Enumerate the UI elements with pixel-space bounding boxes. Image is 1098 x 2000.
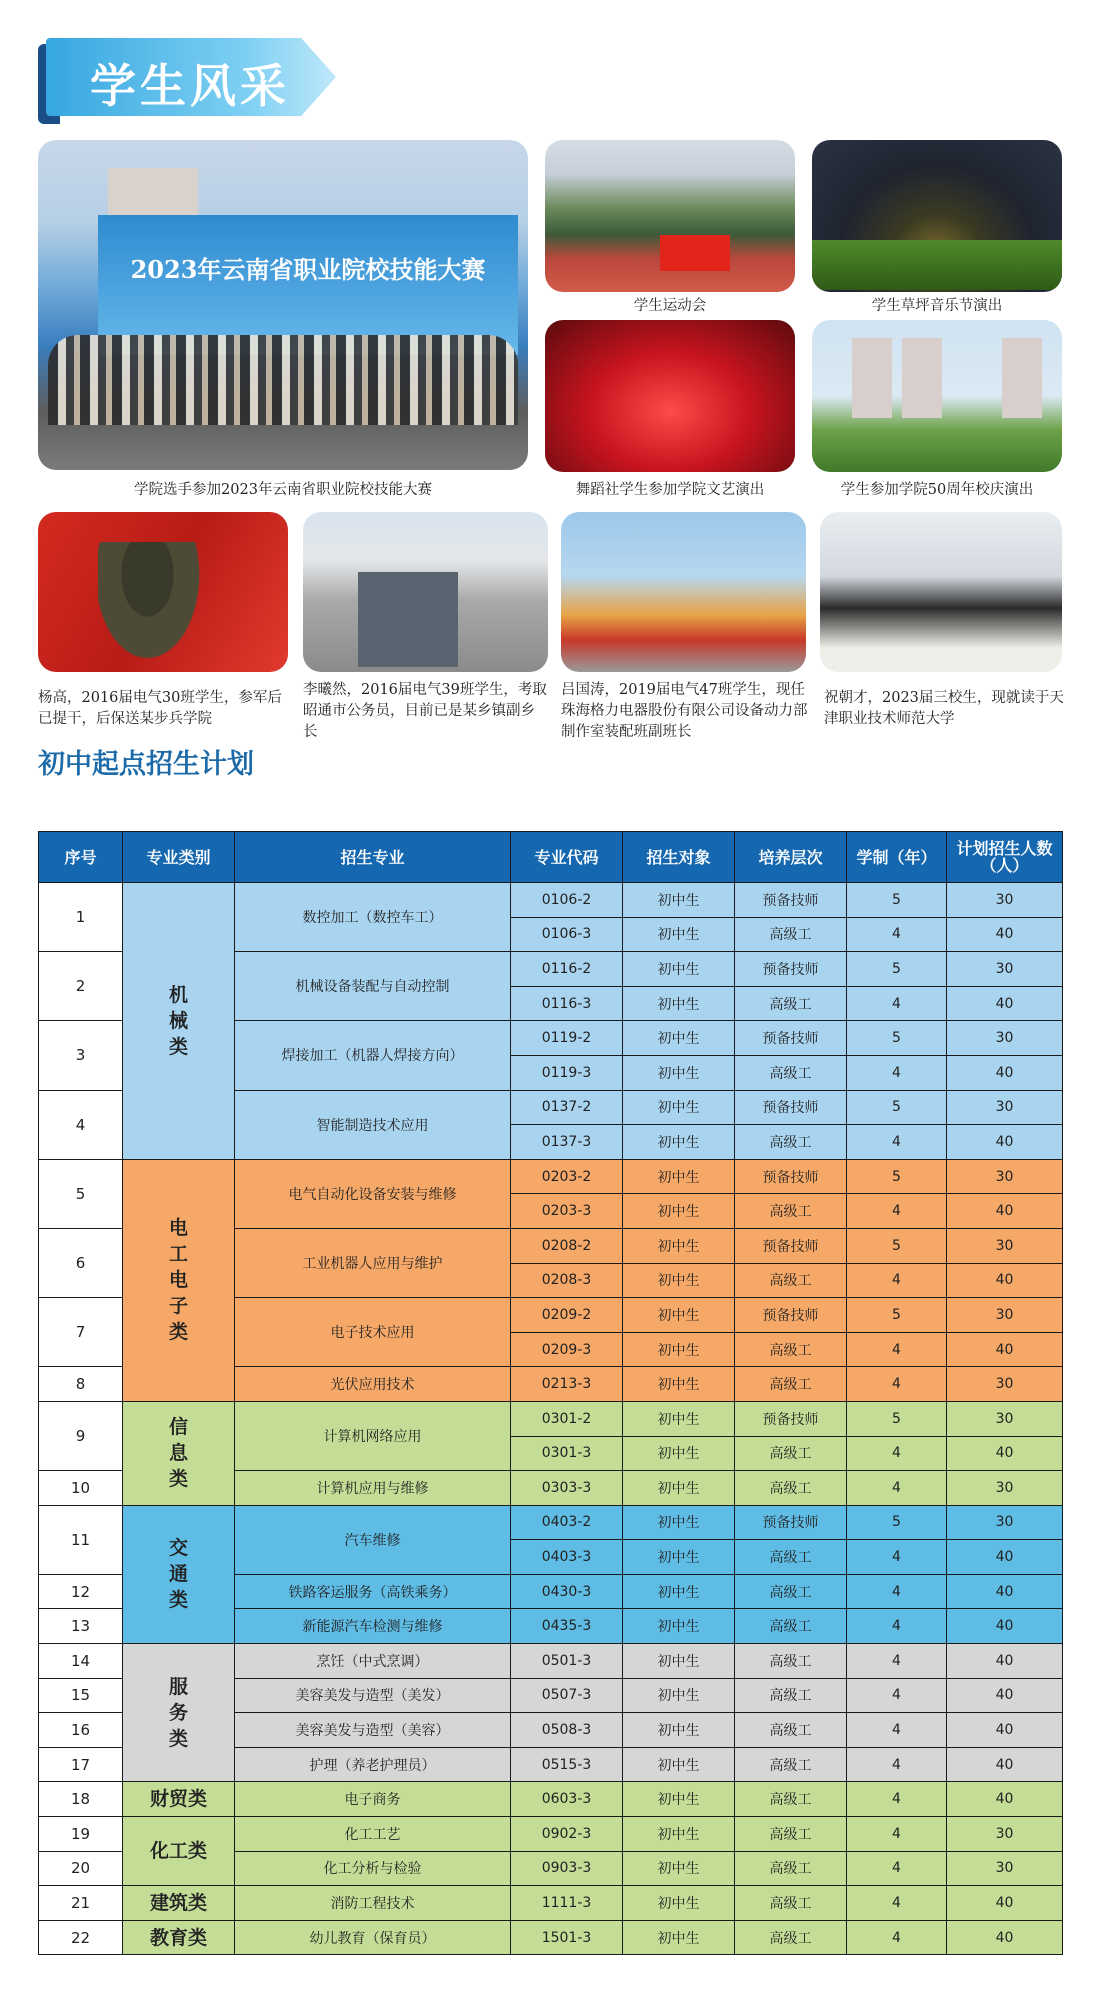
header-seq: 序号 bbox=[39, 832, 123, 883]
cell-seq: 5 bbox=[39, 1159, 123, 1228]
cell-seq: 19 bbox=[39, 1817, 123, 1852]
cell-target: 初中生 bbox=[623, 1713, 735, 1748]
cell-code: 0501-3 bbox=[511, 1644, 623, 1679]
caption-sports-meet: 学生运动会 bbox=[633, 298, 707, 314]
cell-major: 美容美发与造型（美发） bbox=[235, 1678, 511, 1713]
photo-university-student bbox=[820, 512, 1062, 672]
header-level: 培养层次 bbox=[735, 832, 847, 883]
cell-level: 高级工 bbox=[735, 986, 847, 1021]
cell-seq: 20 bbox=[39, 1851, 123, 1886]
cell-target: 初中生 bbox=[623, 1471, 735, 1506]
cell-seq: 17 bbox=[39, 1747, 123, 1782]
cell-plan: 40 bbox=[947, 1678, 1063, 1713]
cell-level: 高级工 bbox=[735, 1367, 847, 1402]
cell-plan: 40 bbox=[947, 1609, 1063, 1644]
section-banner bbox=[38, 38, 338, 116]
cell-years: 4 bbox=[847, 986, 947, 1021]
cell-category bbox=[123, 1159, 235, 1401]
category-label: 交通类 bbox=[168, 1537, 188, 1612]
cell-plan: 30 bbox=[947, 1228, 1063, 1263]
cell-major: 化工工艺 bbox=[235, 1817, 511, 1852]
cell-code: 0508-3 bbox=[511, 1713, 623, 1748]
photo-skills-competition bbox=[38, 140, 528, 470]
cell-code: 0213-3 bbox=[511, 1367, 623, 1402]
cell-seq: 2 bbox=[39, 952, 123, 1021]
cell-years: 4 bbox=[847, 1782, 947, 1817]
cell-major: 智能制造技术应用 bbox=[235, 1090, 511, 1159]
cell-major: 电气自动化设备安装与维修 bbox=[235, 1159, 511, 1228]
cell-code: 0116-3 bbox=[511, 986, 623, 1021]
cell-seq: 12 bbox=[39, 1574, 123, 1609]
cell-years: 4 bbox=[847, 1678, 947, 1713]
header-category: 专业类别 bbox=[123, 832, 235, 883]
caption-lawn-music: 学生草坪音乐节演出 bbox=[871, 298, 1003, 314]
cell-plan: 40 bbox=[947, 1194, 1063, 1229]
cell-plan: 30 bbox=[947, 1851, 1063, 1886]
cell-plan: 40 bbox=[947, 1713, 1063, 1748]
cell-plan: 30 bbox=[947, 952, 1063, 987]
header-target: 招生对象 bbox=[623, 832, 735, 883]
cell-level: 预备技师 bbox=[735, 883, 847, 918]
cell-major: 化工分析与检验 bbox=[235, 1851, 511, 1886]
cell-category: 教育类 bbox=[123, 1920, 235, 1955]
cell-seq: 21 bbox=[39, 1886, 123, 1921]
cell-years: 4 bbox=[847, 1886, 947, 1921]
cell-seq: 15 bbox=[39, 1678, 123, 1713]
cell-code: 0209-3 bbox=[511, 1332, 623, 1367]
cell-level: 高级工 bbox=[735, 1609, 847, 1644]
cell-level: 预备技师 bbox=[735, 1090, 847, 1125]
cell-major: 护理（养老护理员） bbox=[235, 1747, 511, 1782]
cell-years: 5 bbox=[847, 1090, 947, 1125]
cell-target: 初中生 bbox=[623, 1263, 735, 1298]
photo-board-text: 2023年云南省职业院校技能大赛 bbox=[130, 255, 486, 284]
cell-years: 4 bbox=[847, 1471, 947, 1506]
cell-code: 0903-3 bbox=[511, 1851, 623, 1886]
cell-plan: 30 bbox=[947, 1817, 1063, 1852]
cell-level: 高级工 bbox=[735, 1713, 847, 1748]
caption-government-student: 李曦然，2016届电气39班学生，考取昭通市公务员，目前已是某乡镇副乡长 bbox=[303, 682, 547, 740]
category-label: 机械类 bbox=[168, 983, 188, 1058]
cell-years: 5 bbox=[847, 1021, 947, 1056]
cell-level: 高级工 bbox=[735, 1851, 847, 1886]
cell-category bbox=[123, 883, 235, 1160]
cell-code: 0203-2 bbox=[511, 1159, 623, 1194]
cell-plan: 40 bbox=[947, 917, 1063, 952]
cell-code: 0106-2 bbox=[511, 883, 623, 918]
cell-plan: 30 bbox=[947, 1090, 1063, 1125]
cell-years: 4 bbox=[847, 1125, 947, 1160]
cell-major: 电子商务 bbox=[235, 1782, 511, 1817]
cell-years: 4 bbox=[847, 1851, 947, 1886]
table-row bbox=[39, 1159, 1063, 1194]
cell-code: 0208-3 bbox=[511, 1263, 623, 1298]
cell-years: 4 bbox=[847, 1713, 947, 1748]
cell-level: 高级工 bbox=[735, 1436, 847, 1471]
header-major: 招生专业 bbox=[235, 832, 511, 883]
cell-target: 初中生 bbox=[623, 1228, 735, 1263]
cell-major: 机械设备装配与自动控制 bbox=[235, 952, 511, 1021]
cell-code: 0902-3 bbox=[511, 1817, 623, 1852]
banner-title: 学生风采 bbox=[90, 59, 290, 113]
cell-level: 高级工 bbox=[735, 1644, 847, 1679]
cell-years: 4 bbox=[847, 917, 947, 952]
cell-years: 5 bbox=[847, 1298, 947, 1333]
cell-target: 初中生 bbox=[623, 1747, 735, 1782]
cell-major: 计算机网络应用 bbox=[235, 1401, 511, 1470]
cell-seq: 11 bbox=[39, 1505, 123, 1574]
cell-code: 0203-3 bbox=[511, 1194, 623, 1229]
cell-level: 高级工 bbox=[735, 1817, 847, 1852]
cell-major: 光伏应用技术 bbox=[235, 1367, 511, 1402]
cell-major: 电子技术应用 bbox=[235, 1298, 511, 1367]
cell-level: 高级工 bbox=[735, 1574, 847, 1609]
cell-code: 0507-3 bbox=[511, 1678, 623, 1713]
cell-level: 高级工 bbox=[735, 1782, 847, 1817]
cell-years: 5 bbox=[847, 1228, 947, 1263]
cell-code: 0301-3 bbox=[511, 1436, 623, 1471]
photo-army-student bbox=[38, 512, 288, 672]
cell-seq: 16 bbox=[39, 1713, 123, 1748]
cell-plan: 30 bbox=[947, 1021, 1063, 1056]
cell-target: 初中生 bbox=[623, 1817, 735, 1852]
cell-plan: 30 bbox=[947, 1471, 1063, 1506]
cell-years: 4 bbox=[847, 1920, 947, 1955]
table-row bbox=[39, 1401, 1063, 1436]
cell-seq: 3 bbox=[39, 1021, 123, 1090]
cell-target: 初中生 bbox=[623, 952, 735, 987]
cell-target: 初中生 bbox=[623, 883, 735, 918]
table-row bbox=[39, 1644, 1063, 1679]
cell-code: 0119-3 bbox=[511, 1055, 623, 1090]
cell-target: 初中生 bbox=[623, 1540, 735, 1575]
enrollment-plan-title: 初中起点招生计划 bbox=[38, 749, 254, 780]
table-row bbox=[39, 1505, 1063, 1540]
cell-code: 0208-2 bbox=[511, 1228, 623, 1263]
cell-target: 初中生 bbox=[623, 1194, 735, 1229]
category-label: 服务类 bbox=[168, 1675, 188, 1750]
cell-target: 初中生 bbox=[623, 986, 735, 1021]
category-label: 电工电子类 bbox=[168, 1217, 188, 1344]
cell-years: 4 bbox=[847, 1194, 947, 1229]
cell-target: 初中生 bbox=[623, 1401, 735, 1436]
cell-level: 预备技师 bbox=[735, 952, 847, 987]
cell-seq: 14 bbox=[39, 1644, 123, 1679]
cell-plan: 30 bbox=[947, 1367, 1063, 1402]
cell-years: 4 bbox=[847, 1644, 947, 1679]
cell-level: 高级工 bbox=[735, 1920, 847, 1955]
cell-level: 高级工 bbox=[735, 1540, 847, 1575]
table-header-row bbox=[39, 832, 1063, 883]
cell-target: 初中生 bbox=[623, 1644, 735, 1679]
cell-years: 4 bbox=[847, 1817, 947, 1852]
cell-major: 新能源汽车检测与维修 bbox=[235, 1609, 511, 1644]
cell-seq: 13 bbox=[39, 1609, 123, 1644]
cell-plan: 40 bbox=[947, 986, 1063, 1021]
cell-code: 0515-3 bbox=[511, 1747, 623, 1782]
cell-years: 4 bbox=[847, 1055, 947, 1090]
cell-major: 数控加工（数控车工） bbox=[235, 883, 511, 952]
cell-major: 幼儿教育（保育员） bbox=[235, 1920, 511, 1955]
cell-seq: 10 bbox=[39, 1471, 123, 1506]
cell-code: 0106-3 bbox=[511, 917, 623, 952]
cell-plan: 30 bbox=[947, 1505, 1063, 1540]
cell-years: 4 bbox=[847, 1609, 947, 1644]
cell-level: 高级工 bbox=[735, 1125, 847, 1160]
cell-seq: 18 bbox=[39, 1782, 123, 1817]
cell-code: 1111-3 bbox=[511, 1886, 623, 1921]
cell-target: 初中生 bbox=[623, 1090, 735, 1125]
cell-years: 4 bbox=[847, 1540, 947, 1575]
cell-level: 高级工 bbox=[735, 1886, 847, 1921]
table-row bbox=[39, 883, 1063, 918]
cell-category bbox=[123, 1401, 235, 1505]
cell-plan: 40 bbox=[947, 1263, 1063, 1298]
caption-university-student: 祝朝才，2023届三校生，现就读于天津职业技术师范大学 bbox=[824, 690, 1064, 727]
photo-lawn-music bbox=[812, 140, 1062, 292]
table-row bbox=[39, 1886, 1063, 1921]
cell-years: 4 bbox=[847, 1367, 947, 1402]
cell-category: 财贸类 bbox=[123, 1782, 235, 1817]
cell-seq: 8 bbox=[39, 1367, 123, 1402]
cell-plan: 30 bbox=[947, 1401, 1063, 1436]
cell-years: 4 bbox=[847, 1263, 947, 1298]
cell-seq: 4 bbox=[39, 1090, 123, 1159]
cell-plan: 40 bbox=[947, 1920, 1063, 1955]
cell-level: 预备技师 bbox=[735, 1401, 847, 1436]
cell-years: 5 bbox=[847, 1505, 947, 1540]
cell-target: 初中生 bbox=[623, 1436, 735, 1471]
cell-target: 初中生 bbox=[623, 917, 735, 952]
cell-years: 5 bbox=[847, 1401, 947, 1436]
cell-years: 4 bbox=[847, 1332, 947, 1367]
cell-years: 5 bbox=[847, 1159, 947, 1194]
cell-major: 工业机器人应用与维护 bbox=[235, 1228, 511, 1297]
cell-target: 初中生 bbox=[623, 1609, 735, 1644]
caption-skills-competition: 学院选手参加2023年云南省职业院校技能大赛 bbox=[134, 482, 432, 498]
cell-code: 0119-2 bbox=[511, 1021, 623, 1056]
cell-code: 0403-3 bbox=[511, 1540, 623, 1575]
cell-level: 高级工 bbox=[735, 1263, 847, 1298]
cell-plan: 40 bbox=[947, 1540, 1063, 1575]
cell-code: 0116-2 bbox=[511, 952, 623, 987]
cell-category: 化工类 bbox=[123, 1817, 235, 1886]
cell-code: 0209-2 bbox=[511, 1298, 623, 1333]
cell-plan: 40 bbox=[947, 1436, 1063, 1471]
cell-plan: 30 bbox=[947, 1298, 1063, 1333]
cell-level: 预备技师 bbox=[735, 1298, 847, 1333]
photo-gree-student bbox=[561, 512, 806, 672]
cell-code: 0435-3 bbox=[511, 1609, 623, 1644]
category-label: 信息类 bbox=[168, 1416, 188, 1491]
photo-dance-club bbox=[545, 320, 795, 472]
cell-code: 0301-2 bbox=[511, 1401, 623, 1436]
cell-major: 计算机应用与维修 bbox=[235, 1471, 511, 1506]
header-plan: 计划招生人数（人） bbox=[947, 832, 1063, 883]
enrollment-plan-table bbox=[38, 831, 1063, 1955]
cell-plan: 30 bbox=[947, 883, 1063, 918]
table-row bbox=[39, 1782, 1063, 1817]
caption-gree-student: 吕国涛，2019届电气47班学生，现任珠海格力电器股份有限公司设备动力部制作室装配班副班长 bbox=[561, 682, 808, 740]
cell-target: 初中生 bbox=[623, 1159, 735, 1194]
cell-code: 0137-2 bbox=[511, 1090, 623, 1125]
cell-plan: 40 bbox=[947, 1332, 1063, 1367]
cell-target: 初中生 bbox=[623, 1367, 735, 1402]
cell-years: 5 bbox=[847, 952, 947, 987]
cell-category bbox=[123, 1505, 235, 1643]
cell-category: 建筑类 bbox=[123, 1886, 235, 1921]
cell-plan: 30 bbox=[947, 1159, 1063, 1194]
cell-target: 初中生 bbox=[623, 1332, 735, 1367]
cell-years: 4 bbox=[847, 1747, 947, 1782]
cell-target: 初中生 bbox=[623, 1782, 735, 1817]
cell-target: 初中生 bbox=[623, 1886, 735, 1921]
cell-level: 预备技师 bbox=[735, 1228, 847, 1263]
cell-level: 高级工 bbox=[735, 1678, 847, 1713]
cell-code: 0403-2 bbox=[511, 1505, 623, 1540]
cell-major: 焊接加工（机器人焊接方向） bbox=[235, 1021, 511, 1090]
cell-code: 0603-3 bbox=[511, 1782, 623, 1817]
cell-level: 高级工 bbox=[735, 1471, 847, 1506]
cell-level: 高级工 bbox=[735, 1332, 847, 1367]
cell-category bbox=[123, 1644, 235, 1782]
cell-plan: 40 bbox=[947, 1747, 1063, 1782]
cell-seq: 1 bbox=[39, 883, 123, 952]
cell-level: 高级工 bbox=[735, 1055, 847, 1090]
cell-major: 汽车维修 bbox=[235, 1505, 511, 1574]
cell-seq: 7 bbox=[39, 1298, 123, 1367]
photo-government-student bbox=[303, 512, 548, 672]
cell-seq: 9 bbox=[39, 1401, 123, 1470]
cell-level: 高级工 bbox=[735, 1194, 847, 1229]
cell-target: 初中生 bbox=[623, 1920, 735, 1955]
table-row bbox=[39, 1920, 1063, 1955]
cell-target: 初中生 bbox=[623, 1298, 735, 1333]
cell-plan: 40 bbox=[947, 1782, 1063, 1817]
cell-target: 初中生 bbox=[623, 1851, 735, 1886]
header-years: 学制（年） bbox=[847, 832, 947, 883]
photo-anniversary bbox=[812, 320, 1062, 472]
cell-years: 4 bbox=[847, 1436, 947, 1471]
cell-level: 预备技师 bbox=[735, 1021, 847, 1056]
cell-years: 5 bbox=[847, 883, 947, 918]
cell-years: 4 bbox=[847, 1574, 947, 1609]
cell-plan: 40 bbox=[947, 1886, 1063, 1921]
table-row bbox=[39, 1817, 1063, 1852]
cell-seq: 6 bbox=[39, 1228, 123, 1297]
cell-code: 0137-3 bbox=[511, 1125, 623, 1160]
photo-sports-meet bbox=[545, 140, 795, 292]
header-code: 专业代码 bbox=[511, 832, 623, 883]
cell-target: 初中生 bbox=[623, 1678, 735, 1713]
cell-code: 0303-3 bbox=[511, 1471, 623, 1506]
cell-target: 初中生 bbox=[623, 1125, 735, 1160]
cell-plan: 40 bbox=[947, 1055, 1063, 1090]
cell-target: 初中生 bbox=[623, 1055, 735, 1090]
cell-code: 1501-3 bbox=[511, 1920, 623, 1955]
caption-army-student: 杨高，2016届电气30班学生，参军后已提干，后保送某步兵学院 bbox=[38, 690, 282, 727]
cell-code: 0430-3 bbox=[511, 1574, 623, 1609]
cell-plan: 40 bbox=[947, 1644, 1063, 1679]
caption-dance-club: 舞蹈社学生参加学院文艺演出 bbox=[575, 482, 765, 498]
cell-level: 预备技师 bbox=[735, 1505, 847, 1540]
cell-major: 铁路客运服务（高铁乘务） bbox=[235, 1574, 511, 1609]
cell-level: 高级工 bbox=[735, 917, 847, 952]
cell-target: 初中生 bbox=[623, 1021, 735, 1056]
caption-anniversary: 学生参加学院50周年校庆演出 bbox=[840, 482, 1034, 498]
cell-major: 美容美发与造型（美容） bbox=[235, 1713, 511, 1748]
cell-plan: 40 bbox=[947, 1574, 1063, 1609]
cell-target: 初中生 bbox=[623, 1505, 735, 1540]
cell-seq: 22 bbox=[39, 1920, 123, 1955]
cell-major: 消防工程技术 bbox=[235, 1886, 511, 1921]
cell-major: 烹饪（中式烹调） bbox=[235, 1644, 511, 1679]
cell-plan: 40 bbox=[947, 1125, 1063, 1160]
cell-target: 初中生 bbox=[623, 1574, 735, 1609]
cell-level: 高级工 bbox=[735, 1747, 847, 1782]
cell-level: 预备技师 bbox=[735, 1159, 847, 1194]
